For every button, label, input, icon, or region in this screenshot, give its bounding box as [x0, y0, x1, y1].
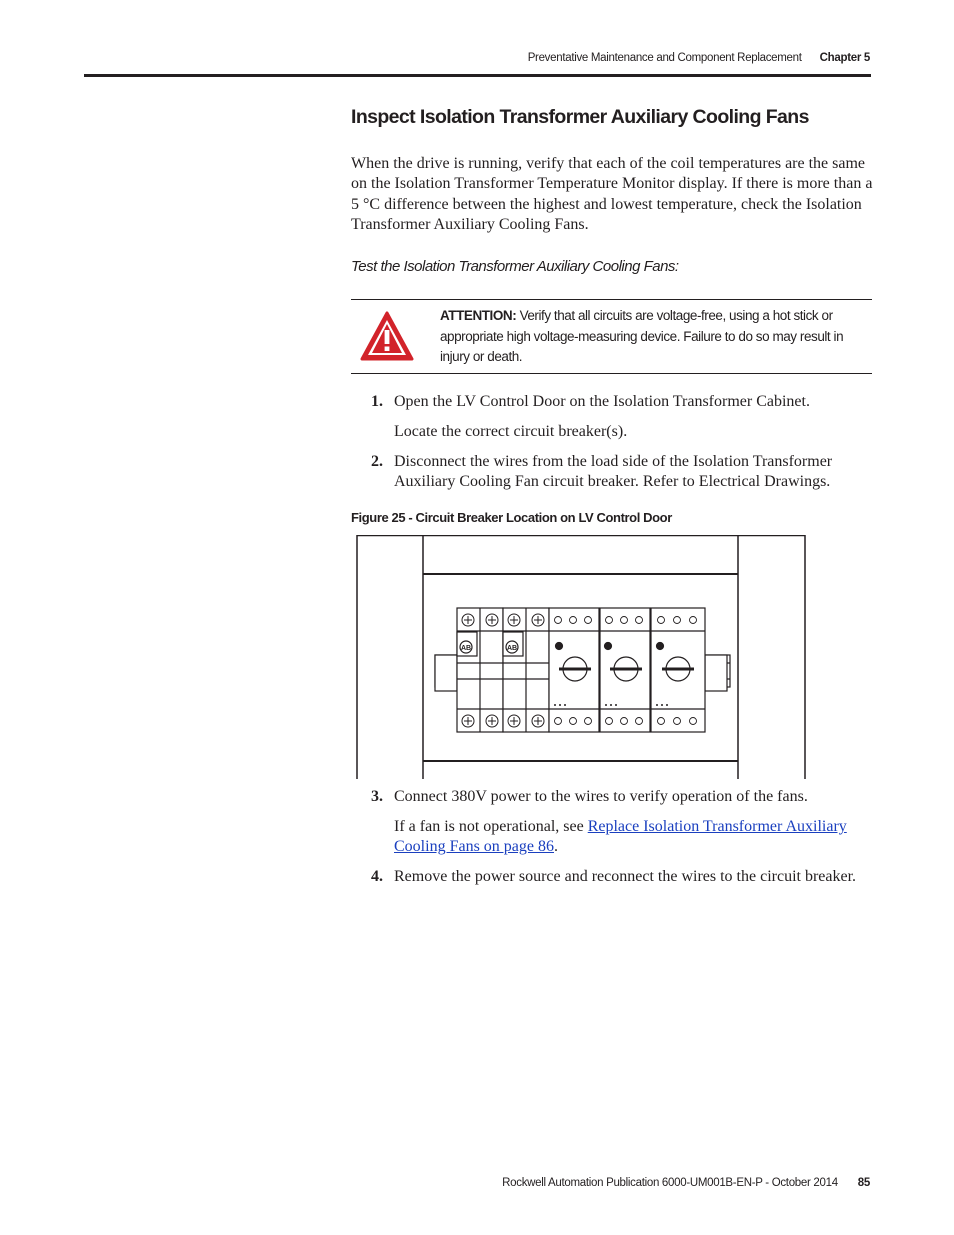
step-number: 4.: [371, 868, 383, 885]
page-number: 85: [857, 1177, 870, 1189]
attention-label: ATTENTION:: [440, 308, 517, 323]
attention-message: Verify that all circuits are voltage-free, using a hot stick or appropriate high voltage-measuring device. Failure to do so may result in injury or death.: [440, 308, 844, 364]
circuit-breaker-figure: [355, 535, 809, 781]
procedure-lead: Test the Isolation Transformer Auxiliary Cooling Fans:: [351, 258, 679, 275]
step-text: Remove the power source and reconnect the wires to the circuit breaker.: [394, 868, 857, 885]
replace-fans-link[interactable]: Replace Isolation Transformer Auxiliary Cooling Fans on page 86: [394, 818, 847, 856]
ab-logo: AB: [460, 645, 472, 652]
step-text: Open the LV Control Door on the Isolation Transformer Cabinet.: [394, 393, 810, 410]
step-3-note: [394, 817, 864, 858]
footer-publication: Rockwell Automation Publication 6000-UM001B-EN-P - October 2014: [502, 1177, 838, 1189]
attention-text: [440, 306, 865, 368]
attention-box: [351, 299, 872, 374]
step-1-note: Locate the correct circuit breaker(s).: [394, 423, 628, 440]
note-text: If a fan is not operational, see: [394, 818, 588, 835]
step-number: 3.: [371, 788, 383, 805]
section-title: Inspect Isolation Transformer Auxiliary Cooling Fans: [351, 106, 809, 128]
warning-triangle-icon: [359, 310, 415, 362]
ab-logo: AB: [506, 645, 518, 652]
figure-caption: Figure 25 - Circuit Breaker Location on LV Control Door: [351, 510, 672, 525]
step-text: Disconnect the wires from the load side of the Isolation Transformer Auxiliary Cooling Fan circuit breaker. Refer to Electrical Drawings.: [394, 453, 833, 491]
intro-paragraph: When the drive is running, verify that each of the coil temperatures are the same on the Isolation Transformer Temperature Monitor display. If there is more than a 5 °C difference between the highest and lowest temperature, check the Isolation Transformer Auxiliary Cooling Fans.: [351, 155, 873, 233]
page-footer: [502, 1177, 870, 1189]
header-chapter: Chapter 5: [819, 52, 870, 64]
header-rule: [84, 74, 871, 77]
step-number: 2.: [371, 453, 383, 470]
header-section: Preventative Maintenance and Component Replacement: [527, 52, 802, 64]
step-text: Connect 380V power to the wires to verify operation of the fans.: [394, 788, 808, 805]
note-text-end: .: [554, 838, 558, 856]
running-header: [528, 52, 870, 64]
breaker-group: [457, 608, 705, 732]
step-number: 1.: [371, 393, 383, 410]
